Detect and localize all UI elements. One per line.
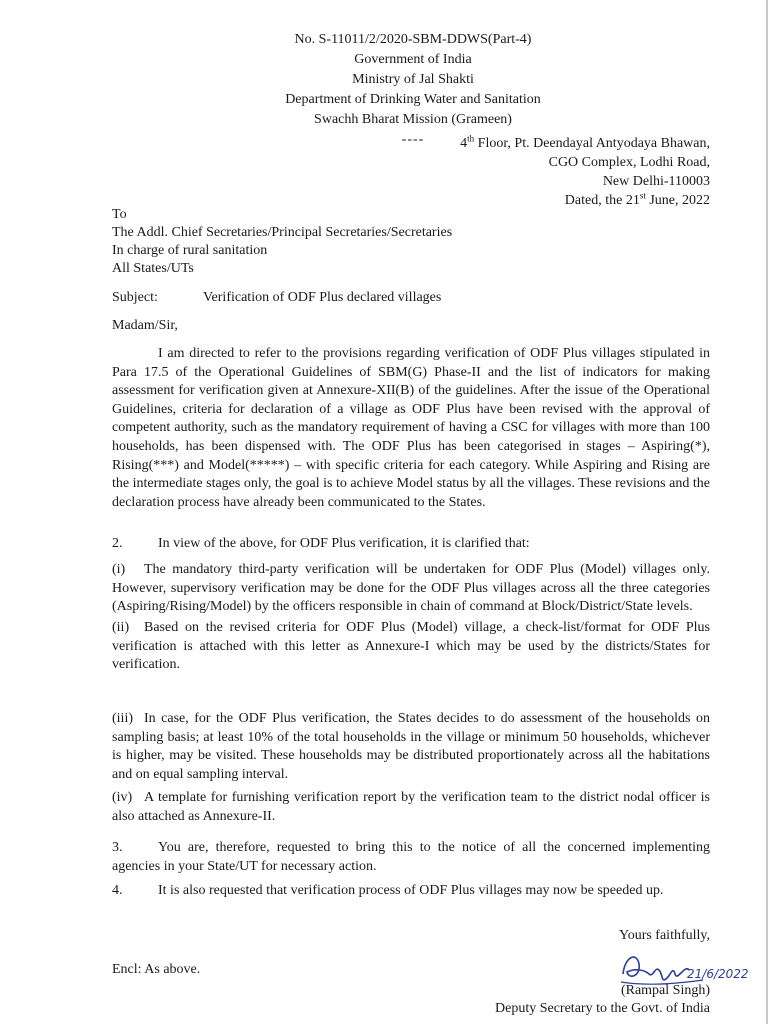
paragraph-3-number: 3. <box>112 840 123 855</box>
paragraph-3 <box>112 839 710 876</box>
clause-iii <box>112 710 710 784</box>
yours-faithfully: Yours faithfully, <box>618 928 710 943</box>
ministry-name: Ministry of Jal Shakti <box>352 72 474 87</box>
signatory-designation: Deputy Secretary to the Govt. of India <box>495 1001 710 1016</box>
recipient-line-3: All States/UTs <box>112 261 194 276</box>
floor-suffix: th <box>467 133 475 144</box>
enclosure-note: Encl: As above. <box>112 962 201 977</box>
paragraph-1: I am directed to refer to the provisions regarding verification of ODF Plus villages stipulated in Para 17.5 of the Operational Guidelines of SBM(G) Phase-II and the list of indicators for making assessment for verification given at Annexure-XII(B) of the guidelines. After the issue of the Operational Guidelines, criteria for declaration of a village as ODF Plus have been revised with the approval of competent authority, such as the mandatory requirement of having a CSC for villages with more than 100 households, has been dispensed with. The ODF Plus has been categorised in stages – Aspiring(*), Rising(***) and Model(*****) – with specific criteria for each category. While Aspiring and Rising are the intermediate stages only, the goal is to achieve Model status by all the villages. These revisions and the declaration process have already been communicated to the States. <box>112 346 710 510</box>
paragraph-2 <box>112 535 710 554</box>
paragraph-4-text: It is also requested that verification process of ODF Plus villages may now be speeded up. <box>158 883 664 898</box>
subject-text: Verification of ODF Plus declared villages <box>203 290 442 305</box>
mission-name: Swachh Bharat Mission (Grameen) <box>314 112 512 127</box>
subject-line <box>112 290 441 306</box>
paragraph-2-text: In view of the above, for ODF Plus verification, it is clarified that: <box>158 536 530 551</box>
department-name: Department of Drinking Water and Sanitation <box>285 92 541 107</box>
date-prefix: Dated, the 21 <box>564 193 640 208</box>
clause-ii-text: Based on the revised criteria for ODF Plus (Model) village, a check-list/format for ODF Plus verification is attached with this letter as Annexure-I which may be used by the districts/States for verification. <box>112 620 710 673</box>
paragraph-4-number: 4. <box>112 883 123 898</box>
letterhead <box>0 30 768 150</box>
subject-label: Subject: <box>112 290 158 305</box>
clause-ii <box>112 619 710 675</box>
address-line-3: New Delhi-110003 <box>602 174 710 189</box>
to-label: To <box>112 207 127 222</box>
paragraph-2-number: 2. <box>112 536 123 551</box>
paragraph-4 <box>112 882 710 901</box>
clause-iv-text: A template for furnishing verification report by the verification team to the district nodal officer is also attached as Annexure-II. <box>112 790 710 824</box>
date-suffix-sup: st <box>639 190 646 201</box>
salutation: Madam/Sir, <box>112 318 178 333</box>
date-month-year: June, 2022 <box>645 193 710 208</box>
signature-date: 21/6/2022 <box>687 967 749 981</box>
recipient-block <box>112 206 452 278</box>
clause-iii-text: In case, for the ODF Plus verification, the States decides to do assessment of the households on sampling basis; at least 10% of the total households in the village or minimum 50 households, whichever is higher, may be visited. These households may be distributed proportionately across all the habitations and on equal sampling interval. <box>112 711 710 782</box>
letter-date <box>460 191 710 210</box>
office-address <box>460 134 710 210</box>
clause-iv <box>112 789 710 826</box>
paragraph-3-text: You are, therefore, requested to bring this to the notice of all the concerned implementing agencies in your State/UT for necessary action. <box>112 840 710 874</box>
floor-number: 4 <box>460 136 468 151</box>
recipient-line-1: The Addl. Chief Secretaries/Principal Secretaries/Secretaries <box>112 225 453 240</box>
address-line-1 <box>460 134 710 153</box>
address-line-2: CGO Complex, Lodhi Road, <box>548 155 710 170</box>
govt-name: Government of India <box>354 52 472 67</box>
clause-ii-number: (ii) <box>112 620 130 635</box>
clause-i-text: The mandatory third-party verification will be undertaken for ODF Plus (Model) villages only. However, supervisory verification may be done for the ODF Plus villages across all the three categories (Aspiring/Rising/Model) by the officers responsible in chain of command at Block/District/State levels. <box>112 562 710 615</box>
recipient-line-2: In charge of rural sanitation <box>112 243 268 258</box>
header-separator: ---- <box>401 132 425 147</box>
clause-iii-number: (iii) <box>112 711 133 726</box>
address-line-1-text: Floor, Pt. Deendayal Antyodaya Bhawan, <box>474 136 710 151</box>
clause-i-number: (i) <box>112 562 126 577</box>
file-number: No. S-11011/2/2020-SBM-DDWS(Part-4) <box>294 32 532 47</box>
clause-i <box>112 561 710 617</box>
signatory-name: (Rampal Singh) <box>620 983 710 998</box>
clause-iv-number: (iv) <box>112 790 133 805</box>
